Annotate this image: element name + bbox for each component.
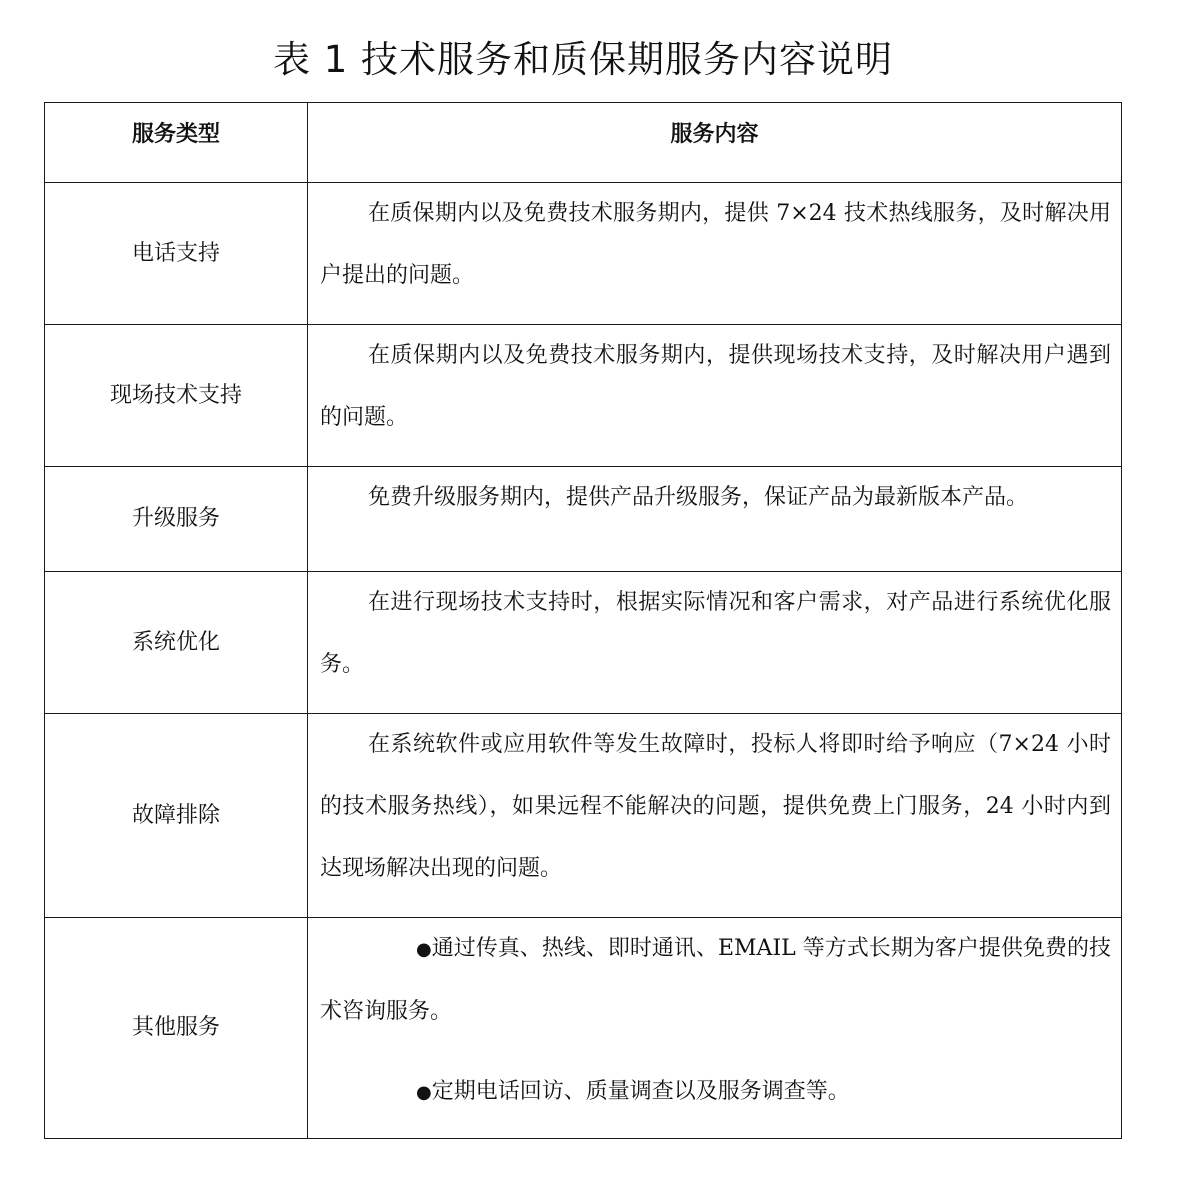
service-content-cell: [308, 572, 1122, 714]
service-description: 在系统软件或应用软件等发生故障时，投标人将即时给予响应（7×24 小时的技术服务热线），如果远程不能解决的问题，提供免费上门服务，24 小时内到达现场解决出现的问题。: [320, 732, 1111, 881]
service-description: 在进行现场技术支持时，根据实际情况和客户需求，对产品进行系统优化服务。: [320, 590, 1111, 677]
service-type-cell: 故障排除: [45, 714, 308, 918]
service-description: 在质保期内以及免费技术服务期内，提供现场技术支持，及时解决用户遇到的问题。: [320, 343, 1111, 430]
header-service-type: 服务类型: [45, 103, 308, 183]
bullet-item: [320, 1061, 1111, 1124]
service-content-cell: [308, 918, 1122, 1139]
table-header-row: [45, 103, 1122, 183]
service-content-cell: [308, 325, 1122, 467]
service-content-cell: [308, 183, 1122, 325]
table-row: [45, 467, 1122, 572]
bullet-text: 通过传真、热线、即时通讯、EMAIL 等方式长期为客户提供免费的技术咨询服务。: [320, 936, 1111, 1024]
service-description: 免费升级服务期内，提供产品升级服务，保证产品为最新版本产品。: [368, 485, 1029, 510]
bullet-icon: ●: [416, 1082, 432, 1103]
table-row: [45, 325, 1122, 467]
service-type-cell: 电话支持: [45, 183, 308, 325]
table-row: [45, 714, 1122, 918]
table-row: [45, 918, 1122, 1139]
document-title: 表 1 技术服务和质保期服务内容说明: [272, 38, 894, 81]
service-type-cell: 其他服务: [45, 918, 308, 1139]
service-content-cell: [308, 467, 1122, 572]
bullet-item: [320, 918, 1111, 1043]
service-description: 在质保期内以及免费技术服务期内，提供 7×24 技术热线服务，及时解决用户提出的问题。: [320, 201, 1111, 288]
service-type-cell: 升级服务: [45, 467, 308, 572]
bullet-text: 定期电话回访、质量调查以及服务调查等。: [431, 1079, 850, 1104]
service-type-cell: 系统优化: [45, 572, 308, 714]
service-table: [44, 102, 1122, 1139]
table-row: [45, 183, 1122, 325]
bullet-icon: ●: [416, 939, 432, 960]
table-row: [45, 572, 1122, 714]
header-service-content: 服务内容: [308, 103, 1122, 183]
service-type-cell: 现场技术支持: [45, 325, 308, 467]
service-content-cell: [308, 714, 1122, 918]
